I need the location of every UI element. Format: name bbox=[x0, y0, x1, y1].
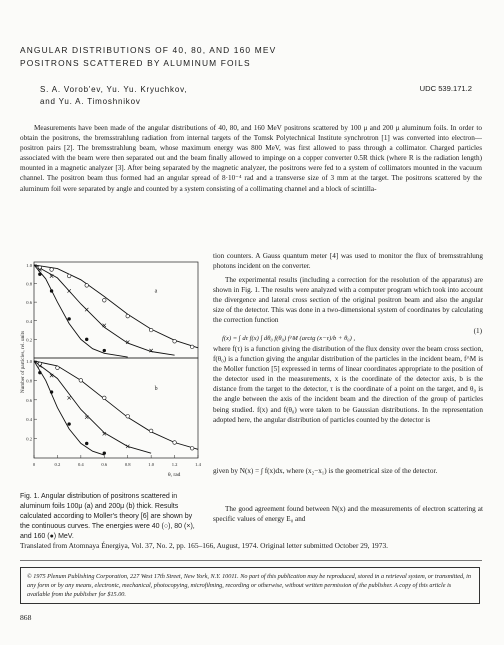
authors bbox=[40, 84, 340, 108]
panel-b-curve-2 bbox=[34, 361, 104, 455]
panel-b-curve-0 bbox=[34, 361, 198, 449]
y-axis-label: Number of particles, rel. units bbox=[20, 330, 26, 394]
panel-b-point-40mev bbox=[79, 379, 83, 383]
panel-b-point-40mev bbox=[56, 366, 60, 370]
panel-a-point-40mev bbox=[50, 268, 54, 272]
xtick-label: 1.4 bbox=[195, 462, 201, 467]
definitions-paragraph: where f(τ) is a function giving the distribution of the flux density over the beam cross section, f(θ₀) is a function giving the angular distribution of the particles in the incident beam, f^M is the Moller function [5] expressed in terms of linear coordinates appropriate to the position of the detector used in the measurements, x is the coordinate of the detector axis, b is the distance from the target to the detector, τ is the coordinate of a point on the target, and θ₀ is the angle between the axis of the incident beam and the direction of the group of particles being studied. f(x) and f(θ₀) were taken to be Gaussian distributions. In the representation adopted here, the angular distribution of particles counted by the detector is bbox=[213, 345, 483, 424]
panel-a-point-160mev bbox=[38, 272, 41, 275]
xtick-label: 0.8 bbox=[124, 462, 131, 467]
panel-b-point-40mev bbox=[173, 441, 177, 445]
page-number: 868 bbox=[20, 613, 32, 622]
divider bbox=[20, 560, 482, 561]
panel-a-curve-2 bbox=[34, 265, 128, 357]
panel-b-point-160mev bbox=[103, 451, 106, 454]
panel-b-curve-1 bbox=[34, 361, 151, 453]
panel-b-point-80mev bbox=[85, 416, 88, 419]
panel-a-point-40mev bbox=[67, 274, 71, 278]
figure-1-plot bbox=[19, 262, 202, 478]
panel-a-ytick-label: 0.4 bbox=[26, 318, 32, 324]
equation-expression: f(x) = ∫ dτ f(x) ∫ dθ₀ f(θ₀) f^M (arctg (x−τ)/b + θ₀) , bbox=[222, 335, 356, 342]
equation-number: (1) bbox=[473, 327, 482, 335]
panel-a-point-40mev bbox=[38, 266, 42, 270]
panel-a-point-40mev bbox=[149, 328, 153, 332]
equation-1 bbox=[222, 327, 482, 341]
panel-a-frame bbox=[34, 262, 198, 358]
title-line-2: POSITRONS SCATTERED BY ALUMINUM FOILS bbox=[20, 58, 251, 68]
panel-a-ytick-label: 0.2 bbox=[26, 337, 32, 343]
figure-1 bbox=[18, 258, 208, 488]
x-axis-label: θ, rad bbox=[168, 472, 181, 478]
authors-line-1: S. A. Vorob'ev, Yu. Yu. Kryuchkov, bbox=[40, 85, 188, 94]
panel-b-point-160mev bbox=[85, 442, 88, 445]
panel-b-point-160mev bbox=[38, 371, 41, 374]
xtick-label: 0.4 bbox=[77, 462, 84, 467]
copyright-box: © 1975 Plenum Publishing Corporation, 227 West 17th Street, New York, N.Y. 10011. No part of this publication may be reproduced, stored in a retrieval system, or transmitted, in any form or by any means, electronic, mechanical, photocopying, microfilming, recording or otherwise, without written permission of the publisher. A copy of this article is available from the publisher for $15.00. bbox=[20, 567, 480, 604]
panel-a-point-80mev bbox=[67, 289, 70, 292]
title-line-1: ANGULAR DISTRIBUTIONS OF 40, 80, AND 160 MEV bbox=[20, 45, 277, 55]
xtick-label: 0 bbox=[32, 462, 36, 467]
panel-a-point-40mev bbox=[190, 345, 194, 349]
panel-b-ytick-label: 0.2 bbox=[26, 436, 32, 442]
panel-b-point-80mev bbox=[67, 396, 70, 399]
authors-line-2: and Yu. A. Timoshnikov bbox=[40, 97, 141, 106]
panel-b-point-160mev bbox=[67, 422, 70, 425]
panel-b-point-40mev bbox=[149, 429, 153, 433]
panel-a-point-40mev bbox=[173, 339, 177, 343]
panel-a-point-40mev bbox=[102, 298, 106, 302]
panel-a-ytick-label: 0.6 bbox=[26, 300, 32, 306]
paper-title bbox=[20, 44, 480, 70]
panel-b-ytick-label: 1.0 bbox=[26, 359, 32, 364]
panel-a-label: a bbox=[154, 288, 158, 295]
panel-a-point-80mev bbox=[103, 324, 106, 327]
panel-b-ytick-label: 0.6 bbox=[26, 397, 32, 403]
panel-a-point-160mev bbox=[85, 338, 88, 341]
xtick-label: 1.2 bbox=[171, 462, 178, 467]
detector-paragraph: given by N(x) = ∫ f(x)dx, where (x₂−x₁) is the geometrical size of the detector. bbox=[213, 467, 438, 475]
panel-b-point-40mev bbox=[190, 447, 194, 451]
agreement-paragraph: The good agreement found between N(x) and the measurements of electron scattering at specific values of energy E₀ and bbox=[213, 505, 483, 524]
udc-code: UDC 539.171.2 bbox=[419, 84, 472, 93]
abstract-paragraph: Measurements have been made of the angular distributions of 40, 80, and 160 MeV positrons scattered by 100 μ and 200 μ aluminum foils. In order to obtain the positrons, the bremsstrahlung radiation from internal targets of the Tomsk Polytechnical Institute synchrotron [1] was converted into electron—positron pairs [2]. The bremsstrahlung beam, whose maximum energy was 800 MeV, was first allowed to pass through a collimator. Charged particles associated with the beam were then separated out and the beam finally allowed to impinge on a copper converter 0.5R thick (where R is the radiation length) mounted in a magnetic analyzer [3]. After being separated by the magnetic analyzer, the positrons were fed to a system of collimators mounted in the vacuum channel. The positron beam thus formed had an angular spread of 8·10⁻⁴ rad and a transverse size of 3 mm at the target. The positrons scattered by the aluminum foil were separated by angle and counted by a system consisting of a collimating channel and a block of scintilla- bbox=[20, 124, 482, 193]
right-column-top: tion counters. A Gauss quantum meter [4] was used to monitor the flux of bremsstrahlung photons incident on the converter. bbox=[213, 252, 483, 271]
xtick-label: 0.6 bbox=[101, 462, 108, 467]
panel-a-ytick-label: 0.8 bbox=[26, 281, 32, 287]
xtick-label: 1.0 bbox=[148, 462, 155, 467]
results-paragraph: The experimental results (including a correction for the resolution of the apparatus) are shown in Fig. 1. The results were analyzed with a computer program which took into account the divergence and lateral cross section of the original positron beam and also the angular size of the detector. This was done in a two-dimensional system of coordinates by calculating the correction function bbox=[213, 276, 483, 325]
panel-a-point-40mev bbox=[85, 284, 89, 288]
figure-caption: Fig. 1. Angular distribution of positrons scattered in aluminum foils 100μ (a) and 200μ (b) thick. Results calculated according to Moller's theory [6] are shown by the continuous curves. The energies were 40 (○), 80 (×), and 160 (●) MeV. bbox=[20, 493, 195, 540]
panel-a-point-160mev bbox=[103, 349, 106, 352]
xtick-label: 0.2 bbox=[54, 462, 61, 467]
panel-a-curve-1 bbox=[34, 265, 175, 355]
panel-a-point-160mev bbox=[50, 289, 53, 292]
panel-b-label: b bbox=[154, 386, 158, 392]
panel-b-point-40mev bbox=[126, 414, 130, 418]
panel-a-point-40mev bbox=[126, 314, 130, 318]
panel-b-point-160mev bbox=[50, 390, 53, 393]
panel-a-point-160mev bbox=[67, 317, 70, 320]
panel-a-point-80mev bbox=[85, 308, 88, 311]
panel-b-point-40mev bbox=[102, 396, 106, 400]
panel-a-ytick-label: 1.0 bbox=[26, 262, 32, 268]
panel-b-ytick-label: 0.8 bbox=[26, 378, 32, 384]
translation-note: Translated from Atomnaya Énergiya, Vol. 37, No. 2, pp. 165–166, August, 1974. Original letter submitted October 29, 1973. bbox=[20, 541, 388, 550]
panel-b-point-40mev bbox=[38, 362, 42, 366]
panel-b-ytick-label: 0.4 bbox=[26, 417, 32, 423]
